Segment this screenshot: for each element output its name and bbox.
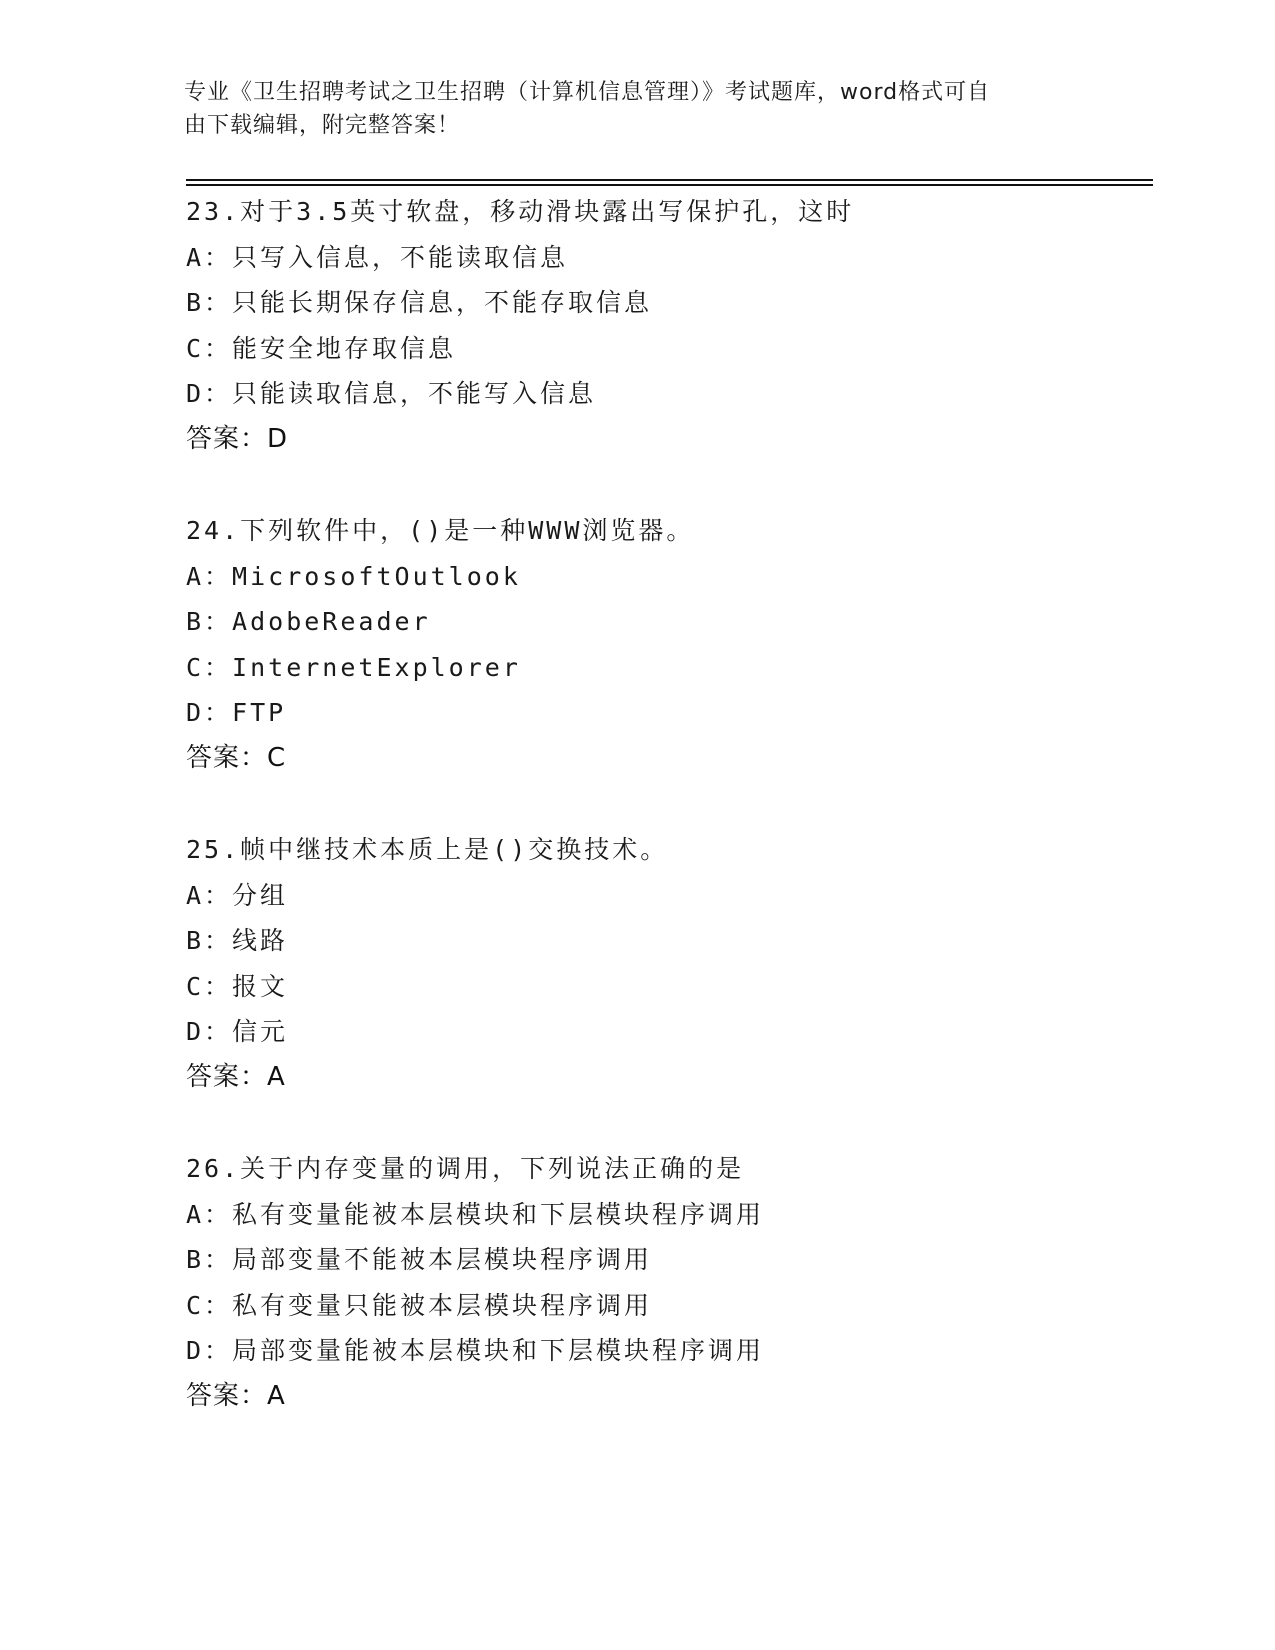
option-a: A：分组 [186,880,289,910]
option-c: C：报文 [186,971,289,1001]
question-24 [186,508,1153,781]
option-b: B：线路 [186,926,289,955]
question-25 [186,827,1153,1100]
question-stem: 25.帧中继技术本质上是()交换技术。 [186,835,669,864]
option-b: B：局部变量不能被本层模块程序调用 [186,1245,653,1274]
option-d: D：信元 [186,1017,289,1046]
answer-line: 答案：A [186,1380,286,1411]
question-stem: 26.关于内存变量的调用，下列说法正确的是 [186,1154,745,1183]
header-line-1: 专业《卫生招聘考试之卫生招聘（计算机信息管理）》考试题库，word格式可自 [184,80,991,105]
option-d: D：局部变量能被本层模块和下层模块程序调用 [186,1336,765,1365]
option-b: B：只能长期保存信息，不能存取信息 [186,288,653,317]
option-d: D：FTP [186,698,287,727]
option-d: D：只能读取信息，不能写入信息 [186,379,597,408]
answer-line: 答案：D [186,423,289,454]
header-line-2: 由下载编辑，附完整答案！ [184,113,461,138]
answer-line: 答案：A [186,1061,286,1092]
question-stem: 24.下列软件中，()是一种WWW浏览器。 [186,516,695,545]
option-c: C：能安全地存取信息 [186,333,457,363]
option-b: B：AdobeReader [186,607,431,636]
header-divider-bottom [186,184,1153,186]
question-list [186,189,1153,1419]
option-a: A：私有变量能被本层模块和下层模块程序调用 [186,1199,765,1229]
question-23 [186,189,1153,462]
document-header [184,76,1064,142]
answer-line: 答案：C [186,742,287,773]
question-stem: 23.对于3.5英寸软盘，移动滑块露出写保护孔，这时 [186,197,855,226]
option-c: C：私有变量只能被本层模块程序调用 [186,1290,653,1320]
option-a: A：只写入信息，不能读取信息 [186,242,569,272]
option-a: A：MicrosoftOutlook [186,561,521,591]
header-divider-top [186,179,1153,181]
option-c: C：InternetExplorer [186,652,521,682]
question-26 [186,1146,1153,1419]
